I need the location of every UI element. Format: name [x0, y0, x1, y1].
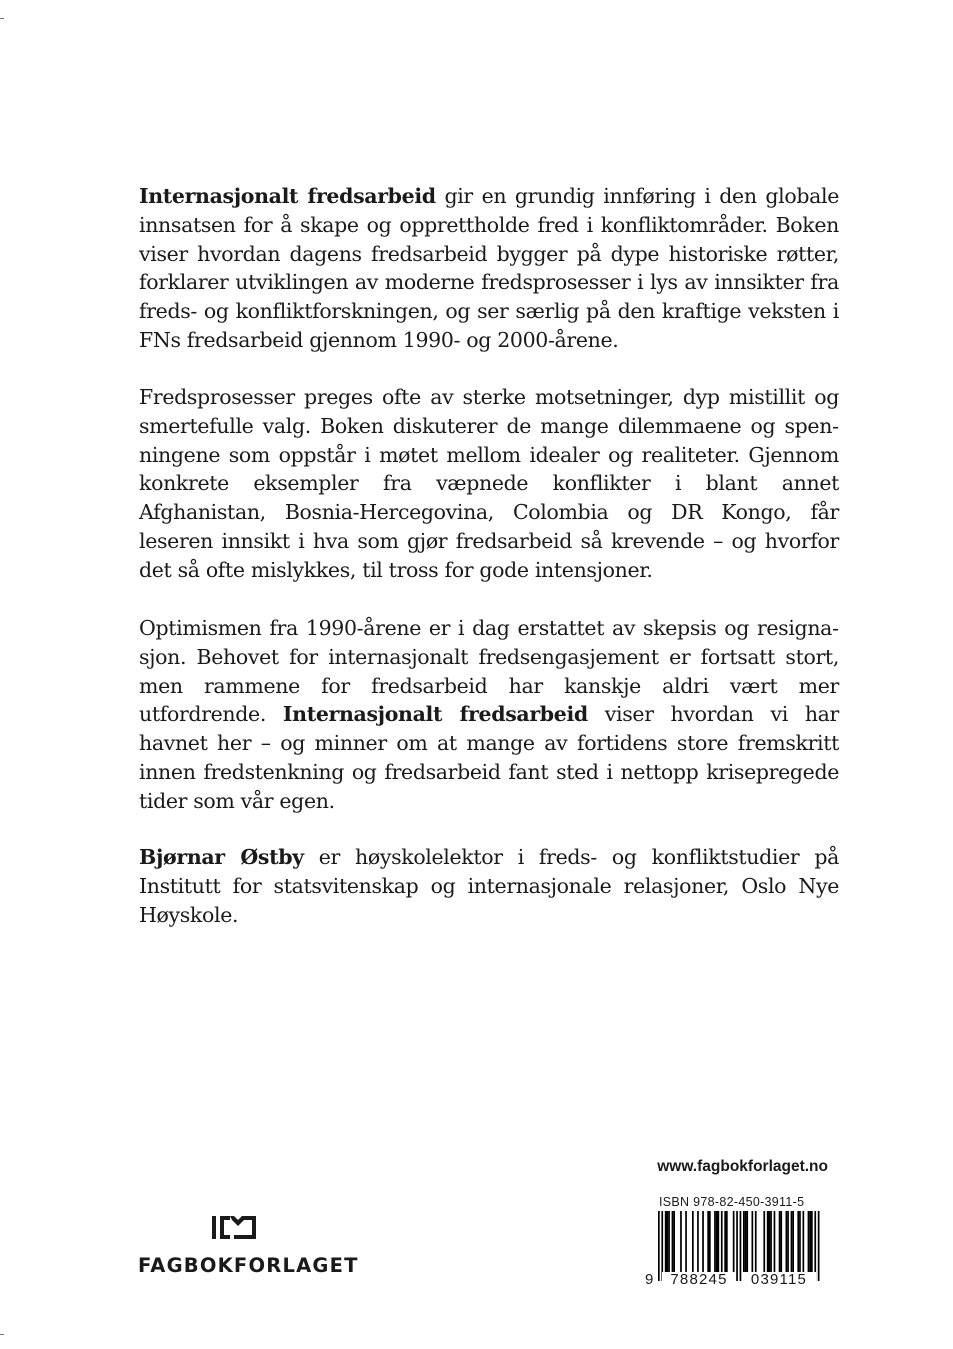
crop-mark-bottom [0, 1334, 4, 1335]
barcode-bar [809, 1211, 811, 1273]
barcode-bar [752, 1211, 754, 1273]
book-icon [211, 1215, 257, 1241]
barcode-bar [692, 1211, 694, 1273]
barcode-bar [672, 1211, 674, 1273]
barcode-bar [721, 1211, 723, 1273]
barcode-bar [746, 1211, 748, 1273]
barcode-bar [668, 1211, 670, 1273]
barcode-bar [774, 1211, 776, 1273]
barcode-bar [726, 1211, 728, 1273]
barcode-bar [770, 1211, 772, 1273]
barcode-bar [769, 1211, 771, 1273]
barcode-bar [724, 1211, 726, 1273]
barcode-guard-bar [740, 1211, 742, 1281]
barcode-bar [680, 1211, 682, 1273]
barcode-bar [763, 1211, 765, 1273]
barcode-guard-bar [736, 1211, 738, 1281]
barcode-bar [791, 1211, 793, 1273]
barcode-bar [780, 1211, 782, 1273]
barcode-guard-bar [661, 1211, 663, 1281]
barcode-bar [808, 1211, 810, 1273]
barcode-bar [702, 1211, 704, 1273]
publisher-logo [138, 1215, 359, 1285]
barcode-bar [755, 1211, 757, 1273]
barcode-bar [697, 1211, 699, 1273]
barcode-bar [799, 1211, 801, 1273]
description-paragraph-3 [139, 614, 839, 816]
author-bio [139, 843, 839, 929]
barcode-bar [743, 1211, 745, 1273]
author-bio-text: er høyskolelektor i freds- og konfliktstudier på Institutt for statsvitenskap og internasjonale relasjoner, Oslo Nye Høyskole. [139, 845, 839, 927]
barcode-bar [667, 1211, 669, 1273]
book-title-bold-2: Internasjonalt fredsarbeid [282, 702, 588, 727]
barcode-bar [665, 1211, 667, 1273]
barcode-bar [792, 1211, 794, 1273]
paragraph-3-text-after: viser hvordan vi har havnet her – og minner om at mange av fortidens store fremskritt innen fredstenkning og fredsarbeid fant sted i nettopp krisepregede tider som vår egen. [139, 702, 839, 813]
barcode-bar [767, 1211, 769, 1273]
barcode-bar [718, 1211, 720, 1273]
barcode-bar [707, 1211, 709, 1273]
barcode [645, 1211, 821, 1291]
barcode-bar [733, 1211, 735, 1273]
barcode-bar [745, 1211, 747, 1273]
barcode-bar [779, 1211, 781, 1273]
barcode-bar [797, 1211, 799, 1273]
barcode-bar [811, 1211, 813, 1273]
barcode-guard-bar [818, 1211, 820, 1281]
publisher-website: www.fagbokforlaget.no [657, 1158, 828, 1175]
barcode-left-digits: 788245 [662, 1272, 736, 1288]
barcode-bar [787, 1211, 789, 1273]
isbn-text: ISBN 978-82-450-3911-5 [659, 1195, 805, 1209]
publisher-name: FAGBOKFORLAGET [138, 1254, 359, 1277]
barcode-guard-bar [658, 1211, 660, 1281]
barcode-bar [716, 1211, 718, 1273]
paragraph-1-text: gir en grundig innføring i den globale innsatsen for å skape og opprettholde fred i konfliktområder. Boken viser hvordan dagens fredsarbeid bygger på dype historiske røtter, forklarer utviklingen av moderne fredsprosesser i lys av innsikter fra freds- og konfliktforskningen, og ser særlig på den kraftige veksten i FNs fredsarbeid gjennom 1990- og 2000-årene. [139, 184, 839, 352]
book-title-bold: Internasjonalt fredsarbeid [139, 184, 436, 208]
barcode-bar [714, 1211, 716, 1273]
barcode-bar [685, 1211, 687, 1273]
barcode-bar [709, 1211, 711, 1273]
paragraph-2-text: Fredsprosesser preges ofte av sterke motsetninger, dyp mistillit og smertefulle valg. Boken diskuterer de mange dilemmaene og spenningene som oppstår i møtet mellom idealer og realiteter. Gjennom konkrete eksempler fra væpnede konflikter i blant annet Afghanistan, Bosnia-Hercegovina, Colombia og DR Kongo, får leseren innsikt i hva som gjør fredsarbeid så krevende – og hvorfor det så ofte mislykkes, til tross for gode intensjoner. [139, 385, 839, 582]
barcode-guard-bar [814, 1211, 816, 1281]
description-paragraph-1 [139, 182, 839, 355]
barcode-right-digits: 039115 [742, 1272, 816, 1288]
description-paragraph-2 [139, 383, 839, 585]
paragraph-3-text-before: Optimismen fra 1990-årene er i dag erstattet av skepsis og resignasjon. Behovet for internasjonalt fredsengasjement er fortsatt stort, men rammene for fredsarbeid har kanskje aldri vært mer utfordrende. [139, 616, 839, 727]
barcode-first-digit: 9 [645, 1271, 655, 1288]
author-name: Bjørnar Østby [139, 845, 304, 869]
barcode-bar [803, 1211, 805, 1273]
barcode-bar [786, 1211, 788, 1273]
crop-mark-top [0, 18, 4, 19]
barcode-bar [673, 1211, 675, 1273]
